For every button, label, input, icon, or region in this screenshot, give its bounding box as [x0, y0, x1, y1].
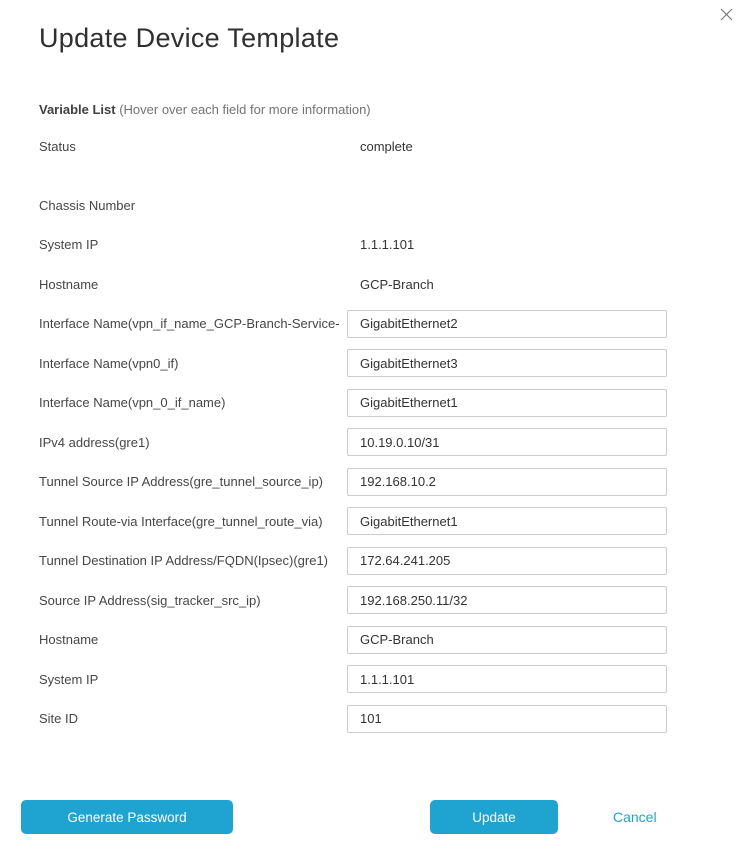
interface-name-vpn-0-if-name-label: Interface Name(vpn_0_if_name)	[39, 395, 226, 411]
interface-name-service-label: Interface Name(vpn_if_name_GCP-Branch-Service-	[39, 316, 340, 332]
field-row-interface-name-service	[39, 304, 667, 344]
tunnel-route-via-label: Tunnel Route-via Interface(gre_tunnel_route_via)	[39, 513, 323, 529]
field-row-system-ip	[39, 660, 667, 700]
ipv4-address-gre1-input[interactable]	[347, 428, 667, 456]
hostname-label: Hostname	[39, 632, 99, 648]
system-ip-static-label: System IP	[39, 237, 99, 253]
tunnel-route-via-input[interactable]	[347, 507, 667, 535]
system-ip-label: System IP	[39, 671, 99, 687]
chassis-number-label: Chassis Number	[39, 197, 136, 213]
interface-name-vpn0-if-label: Interface Name(vpn0_if)	[39, 355, 179, 371]
field-row-tunnel-route-via	[39, 502, 667, 542]
field-row-hostname-static	[39, 265, 667, 305]
field-row-hostname	[39, 620, 667, 660]
field-row-ipv4-address-gre1	[39, 423, 667, 463]
cancel-button[interactable]: Cancel	[613, 800, 657, 834]
field-row-tunnel-destination-ip	[39, 541, 667, 581]
hostname-static-label: Hostname	[39, 276, 99, 292]
source-ip-address-input[interactable]	[347, 586, 667, 614]
site-id-label: Site ID	[39, 711, 79, 727]
hostname-input[interactable]	[347, 626, 667, 654]
field-row-tunnel-source-ip	[39, 462, 667, 502]
interface-name-vpn0-if-input[interactable]	[347, 349, 667, 377]
tunnel-source-ip-label: Tunnel Source IP Address(gre_tunnel_source_ip)	[39, 474, 324, 490]
tunnel-destination-ip-label: Tunnel Destination IP Address/FQDN(Ipsec)(gre1)	[39, 553, 329, 569]
update-button[interactable]: Update	[430, 800, 558, 834]
field-row-system-ip-static	[39, 225, 667, 265]
field-row-interface-name-vpn-0-if-name	[39, 383, 667, 423]
system-ip-static-value: 1.1.1.101	[360, 237, 415, 253]
variable-list-hint: (Hover over each field for more information)	[115, 102, 371, 117]
interface-name-vpn-0-if-name-input[interactable]	[347, 389, 667, 417]
interface-name-service-input[interactable]	[347, 310, 667, 338]
field-row-chassis-number	[39, 186, 667, 226]
status-value: complete	[360, 139, 413, 155]
status-label: Status	[39, 139, 76, 155]
dialog-footer	[0, 800, 752, 834]
page-title: Update Device Template	[39, 23, 340, 53]
ipv4-address-gre1-label: IPv4 address(gre1)	[39, 434, 150, 450]
source-ip-address-label: Source IP Address(sig_tracker_src_ip)	[39, 592, 261, 608]
field-row-interface-name-vpn0-if	[39, 344, 667, 384]
variable-list	[39, 127, 667, 739]
system-ip-input[interactable]	[347, 665, 667, 693]
field-row-source-ip-address	[39, 581, 667, 621]
tunnel-source-ip-input[interactable]	[347, 468, 667, 496]
hostname-static-value: GCP-Branch	[360, 276, 434, 292]
field-row-site-id	[39, 699, 667, 739]
variable-list-label: Variable List	[39, 102, 116, 117]
field-row-status	[39, 127, 667, 167]
close-icon[interactable]	[718, 6, 734, 22]
generate-password-button[interactable]: Generate Password	[21, 800, 233, 834]
variable-list-heading	[39, 101, 752, 119]
site-id-input[interactable]	[347, 705, 667, 733]
tunnel-destination-ip-input[interactable]	[347, 547, 667, 575]
